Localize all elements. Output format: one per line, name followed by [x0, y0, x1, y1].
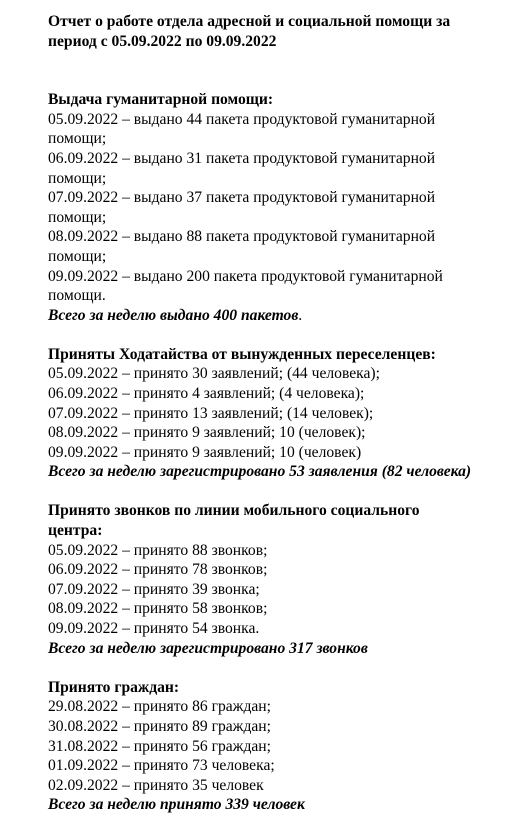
list-item — [48, 717, 510, 737]
report-title-line-2: период с 05.09.2022 по 09.09.2022 — [48, 32, 277, 50]
list-item — [48, 110, 510, 149]
list-item-line: 01.09.2022 – принято 73 человека; — [48, 757, 275, 775]
list-item — [48, 188, 510, 227]
list-item-line: 06.09.2022 – принято 4 заявлений; (4 человека); — [48, 385, 365, 402]
section-heading-line: Выдача гуманитарной помощи: — [48, 91, 274, 109]
list-item-line: 09.09.2022 – выдано 200 пакета продуктовой гуманитарной — [48, 267, 443, 285]
list-item-line: 29.08.2022 – принято 86 граждан; — [48, 698, 271, 716]
section-heading-line: Принято звонков по линии мобильного социального — [48, 502, 420, 520]
section-heading — [48, 501, 510, 540]
list-item — [48, 619, 510, 639]
list-item — [48, 443, 510, 463]
list-item — [48, 756, 510, 776]
section-heading — [48, 345, 510, 365]
section-heading — [48, 90, 510, 110]
section-total: Всего за неделю принято 339 человек — [48, 796, 305, 814]
section-total — [48, 306, 510, 326]
list-item-line: 07.09.2022 – принято 39 звонка; — [48, 580, 260, 598]
section-heading-line: Приняты Ходатайства от вынужденных переселенцев: — [48, 345, 436, 363]
list-item — [48, 149, 510, 188]
section-heading-line: центра: — [48, 522, 103, 540]
list-item-line: 02.09.2022 – принято 35 человек — [48, 776, 264, 794]
section-total-period: . — [298, 306, 303, 324]
list-item-line: 09.09.2022 – принято 9 заявлений; 10 (человек) — [48, 443, 362, 461]
section-humanitarian-aid — [48, 90, 510, 325]
list-item-line: 05.09.2022 – принято 30 заявлений; (44 человека); — [48, 365, 380, 383]
section-calls — [48, 501, 510, 658]
list-item-line: 08.09.2022 – выдано 88 пакета продуктовой гуманитарной — [48, 228, 436, 246]
list-item — [48, 580, 510, 600]
list-item-line: помощи. — [48, 287, 106, 305]
list-item — [48, 364, 510, 384]
list-item-line: 05.09.2022 – принято 88 звонков; — [48, 541, 268, 559]
list-item-line: помощи; — [48, 247, 107, 265]
list-item-line: 06.09.2022 – принято 78 звонков; — [48, 561, 268, 579]
spacer — [48, 51, 510, 90]
list-item — [48, 599, 510, 619]
report-title — [48, 12, 510, 51]
section-heading-line: Принято граждан: — [48, 678, 180, 696]
list-item — [48, 404, 510, 424]
list-item — [48, 697, 510, 717]
section-heading — [48, 678, 510, 698]
list-item-line: помощи; — [48, 169, 107, 187]
list-item — [48, 776, 510, 796]
list-item-line: помощи; — [48, 208, 107, 226]
list-item-line: 08.09.2022 – принято 58 звонков; — [48, 600, 268, 618]
list-item — [48, 227, 510, 266]
section-total: Всего за неделю зарегистрировано 317 звонков — [48, 639, 368, 657]
list-item-line: 08.09.2022 – принято 9 заявлений; 10 (человек); — [48, 424, 366, 442]
list-item-line: помощи; — [48, 130, 107, 148]
list-item-line: 07.09.2022 – принято 13 заявлений; (14 человек); — [48, 404, 374, 422]
list-item — [48, 541, 510, 561]
report-document — [48, 12, 510, 834]
list-item-line: 09.09.2022 – принято 54 звонка. — [48, 620, 260, 638]
list-item — [48, 737, 510, 757]
section-total: Всего за неделю зарегистрировано 53 заявления (82 человека) — [48, 463, 472, 481]
list-item — [48, 267, 510, 306]
list-item-line: 30.08.2022 – принято 89 граждан; — [48, 717, 271, 735]
list-item-line: 07.09.2022 – выдано 37 пакета продуктовой гуманитарной — [48, 189, 436, 207]
list-item-line: 31.08.2022 – принято 56 граждан; — [48, 737, 271, 755]
section-citizens — [48, 678, 510, 815]
report-title-line-1: Отчет о работе отдела адресной и социальной помощи за — [48, 13, 451, 30]
list-item-line: 06.09.2022 – выдано 31 пакета продуктовой гуманитарной — [48, 149, 436, 167]
section-total-text: Всего за неделю выдано 400 пакетов — [48, 306, 299, 324]
section-petitions — [48, 345, 510, 482]
list-item-line: 05.09.2022 – выдано 44 пакета продуктовой гуманитарной — [48, 110, 436, 128]
list-item — [48, 384, 510, 404]
list-item — [48, 423, 510, 443]
list-item — [48, 560, 510, 580]
